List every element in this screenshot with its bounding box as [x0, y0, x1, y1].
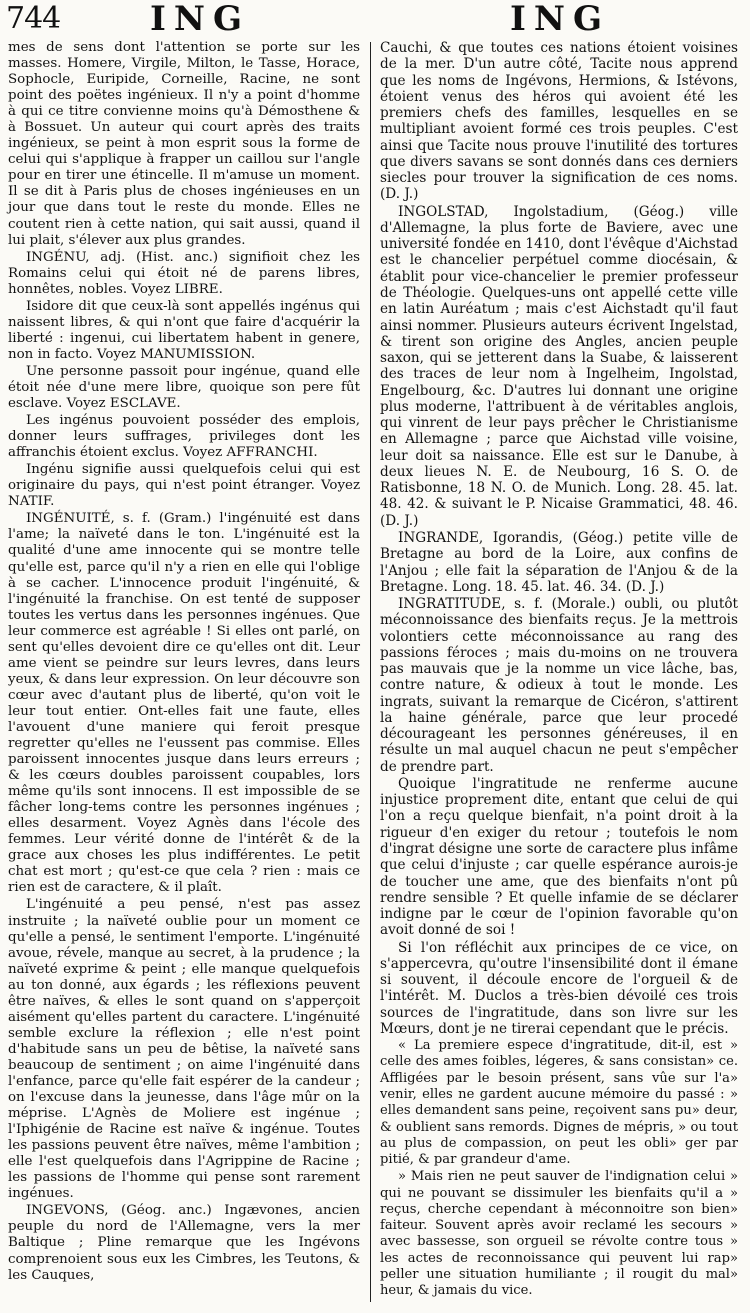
paragraph-ingevons-end: Cauchi, & que toutes ces nations étoient voisines de la mer. D'un autre côté, Tacite nous apprend que les noms de Ingévons, Hermions, & Istévons, étoient venus des héros qui avoient été les premiers chefs des familles, lesquelles en se multipliant avoient formé ces trois peuples. C'est ainsi que Tacite nous prouve l'inutilité des tortures que divers savans se sont donnés dans ces derniers siecles pour trouver la signification de ces noms. (D. J.) — [380, 40, 738, 203]
paragraph-ingenieux-end: mes de sens dont l'attention se porte sur les masses. Homere, Virgile, Milton, le Tasse, Horace, Sophocle, Euripide, Corneille, Racine, ne sont point des poëtes ingénieux. Il n'y a point d'homme à qui ce titre convienne moins qu'à Démosthene & à Bossuet. Un auteur qui court après des traits ingénieux, se peint à mon esprit sous la forme de celui qui s'applique à frapper un caillou sur l'angle pour en tirer une étincelle. Il m'amuse un moment. Il se dit à Paris plus de choses ingénieuses en un jour que dans tout le reste du monde. Elles ne coutent rien à cette nation, qui sait aussi, quand il lui plait, s'élever aux plus grandes. — [8, 40, 360, 248]
entry-ingevons: INGEVONS, (Géog. anc.) Ingævones, ancien peuple du nord de l'Allemagne, vers la mer Baltique ; Pline remarque que les Ingévons comprenoient sous eux les Cimbres, les Teutons, & les Cauques, — [8, 1203, 360, 1283]
entry-ingratitude: INGRATITUDE, s. f. (Morale.) oubli, ou plutôt méconnoissance des bienfaits reçus. Je la mettrois volontiers cette méconnoissance au rang des passions féroces ; mais du-moins on ne trouvera pas mauvais que je la nomme un vice lâche, bas, contre nature, & odieux à tout le monde. Les ingrats, suivant la remarque de Cicéron, s'attirent la haine générale, parce que leur procedé décourageant les personnes généreuses, il en résulte un mal auquel chacun ne peut s'empêcher de prendre part. — [380, 596, 738, 775]
page-number: 744 — [6, 1, 61, 36]
entry-ingenuite: INGÉNUITÉ, s. f. (Gram.) l'ingénuité est dans l'ame; la naïveté dans le ton. L'ingénuité est la qualité d'une ame innocente qui se montre telle qu'elle est, parce qu'il n'y a rien en elle qui l'oblige à se cacher. L'innocence produit l'ingénuité, & l'ingénuité la franchise. On est tenté de supposer toutes les vertus dans les personnes ingénues. Que leur commerce est agréable ! Si elles ont parlé, on sent qu'elles devoient dire ce qu'elles ont dit. Leur ame vient se peindre sur leurs levres, dans leurs yeux, & dans leur expression. On leur découvre son cœur avec d'autant plus de liberté, qu'on voit le leur tout entier. Ont-elles fait une faute, elles l'avouent d'une maniere qui feroit presque regretter qu'elles ne l'eussent pas commise. Elles paroissent innocentes jusque dans leurs erreurs ; & les cœurs doubles paroissent coupables, lors même qu'ils sont innocens. Il est impossible de se fâcher long-tems contre les personnes ingénues ; elles desarment. Voyez Agnès dans l'école des femmes. Leur vérité donne de l'intérêt & de la grace aux choses les plus indifférentes. Le petit chat est mort ; qu'est-ce que cela ? rien : mais ce rien est de caractere, & il plaît. — [8, 511, 360, 896]
quote-indignation: » Mais rien ne peut sauver de l'indignation celui » qui ne pouvant se dissimuler les bienfaits qu'il a » reçus, cherche cependant à méconnoitre son bien» faiteur. Souvent après avoir reclamé les secours » avec bassesse, son orgueil se révolte contre tous » les actes de reconnoissance qui peuvent lui rap» peller une situation humiliante ; il rougit du mal» heur, & jamais du vice. — [380, 1169, 738, 1299]
paragraph-ingratitude-injustice: Quoique l'ingratitude ne renferme aucune injustice proprement dite, entant que celui de qui l'on a reçu quelque bienfait, n'a point droit à la rigueur d'en exiger du retour ; toutefois le nom d'ingrat désigne une sorte de caractere plus infâme que celui d'injuste ; car quelle espérance aurois-je de toucher une ame, que des bienfaits n'ont pû rendre sensible ? Et quelle infamie de se déclarer indigne par le cœur de l'opinion favorable qu'on avoit donné de soi ! — [380, 775, 738, 939]
paragraph-emplois: Les ingénus pouvoient posséder des emplois, donner leurs suffrages, privileges dont les affranchis étoient exclus. Voyez AFFRANCHI. — [8, 413, 360, 461]
page-header — [0, 0, 750, 40]
column-divider — [370, 42, 371, 1302]
paragraph-natif: Ingénu signifie aussi quelquefois celui qui est originaire du pays, qui n'est point étranger. Voyez NATIF. — [8, 462, 360, 510]
entry-ingrande: INGRANDE, Igorandis, (Géog.) petite ville de Bretagne au bord de la Loire, aux confins de l'Anjou ; elle fait la séparation de l'Anjou & de la Bretagne. Long. 18. 45. lat. 46. 34. (D. J.) — [380, 529, 738, 595]
left-column — [8, 40, 360, 1285]
right-column — [380, 40, 738, 1300]
running-head-right: ING — [510, 0, 611, 39]
entry-ingolstad: INGOLSTAD, Ingolstadium, (Géog.) ville d'Allemagne, la plus forte de Baviere, avec une université fondée en 1410, dont l'évêque d'Aichstad est le chancelier perpétuel comme diocésain, & établit pour vice-chancelier le premier professeur de Théologie. Quelques-uns ont appellé cette ville en latin Auréatum ; mais c'est Aichstadt qu'il faut ainsi nommer. Plusieurs auteurs écrivent Ingelstad, & tirent son origine des Angles, ancien peuple saxon, qui se jetterent dans la Suabe, & laisserent des traces de leur nom à Ingelheim, Ingolstad, Engelbourg, &c. D'autres lui donnant une origine plus moderne, l'attribuent à de véritables anglois, qui vinrent de leur pays prêcher le Christianisme en Allemagne ; parce que Aichstad ville voisine, leur doit sa naissance. Elle est sur le Danube, à deux lieues N. E. de Neubourg, 16 S. O. de Ratisbonne, 18 N. O. de Munich. Long. 28. 45. lat. 48. 42. & suivant le P. Nicaise Grammatici, 48. 46. (D. J.) — [380, 203, 738, 529]
entry-ingenu: INGÉNU, adj. (Hist. anc.) signifioit chez les Romains celui qui étoit né de parens libres, honnêtes, nobles. Voyez LIBRE. — [8, 249, 360, 297]
running-head-left: ING — [150, 0, 251, 39]
paragraph-isidore: Isidore dit que ceux-là sont appellés ingénus qui naissent libres, & qui n'ont que faire d'acquérir la liberté : ingenui, cui libertatem habent in genere, non in facto. Voyez MANUMISSION. — [8, 298, 360, 362]
quote-premiere-espece: « La premiere espece d'ingratitude, dit-il, est » celle des ames foibles, légeres, & sans consistan» ce. Affligées par le besoin présent, sans vûe sur l'a» venir, elles ne gardent aucune mémoire du passé : » elles demandent sans peine, reçoivent sans pu» deur, & oublient sans remords. Dignes de mépris, » ou tout au plus de compassion, on peut les obli» ger par pitié, & par grandeur d'ame. — [380, 1038, 738, 1168]
paragraph-principes-vice: Si l'on réfléchit aux principes de ce vice, on s'appercevra, qu'outre l'insensibilité dont il émane si souvent, il découle encore de l'orgueil & de l'intérêt. M. Duclos a très-bien dévoilé ces trois sources de l'ingratitude, dans son livre sur les Mœurs, dont je ne tirerai cependant que le précis. — [380, 939, 738, 1037]
paragraph-ingenuite-naivete: L'ingénuité a peu pensé, n'est pas assez instruite ; la naïveté oublie pour un moment ce qu'elle a pensé, le sentiment l'emporte. L'ingénuité avoue, révele, manque au secret, à la prudence ; la naïveté exprime & peint ; elle manque quelquefois au ton donné, aux égards ; les réflexions peuvent être naïves, & elles le sont quand on s'apperçoit aisément qu'elles partent du caractere. L'ingénuité semble exclure la réflexion ; elle n'est point d'habitude sans un peu de bêtise, la naïveté sans beaucoup de sentiment ; on aime l'ingénuité dans l'enfance, parce qu'elle fait espérer de la candeur ; on l'excuse dans la jeunesse, dans l'âge mûr on la méprise. L'Agnès de Moliere est ingénue ; l'Iphigénie de Racine est naïve & ingénue. Toutes les passions peuvent être naïves, même l'ambition ; elle l'est quelquefois dans l'Agrippine de Racine ; les passions de l'homme qui pense sont rarement ingénues. — [8, 897, 360, 1202]
paragraph-personne-ingenue: Une personne passoit pour ingénue, quand elle étoit née d'une mere libre, quoique son pere fût esclave. Voyez ESCLAVE. — [8, 363, 360, 412]
